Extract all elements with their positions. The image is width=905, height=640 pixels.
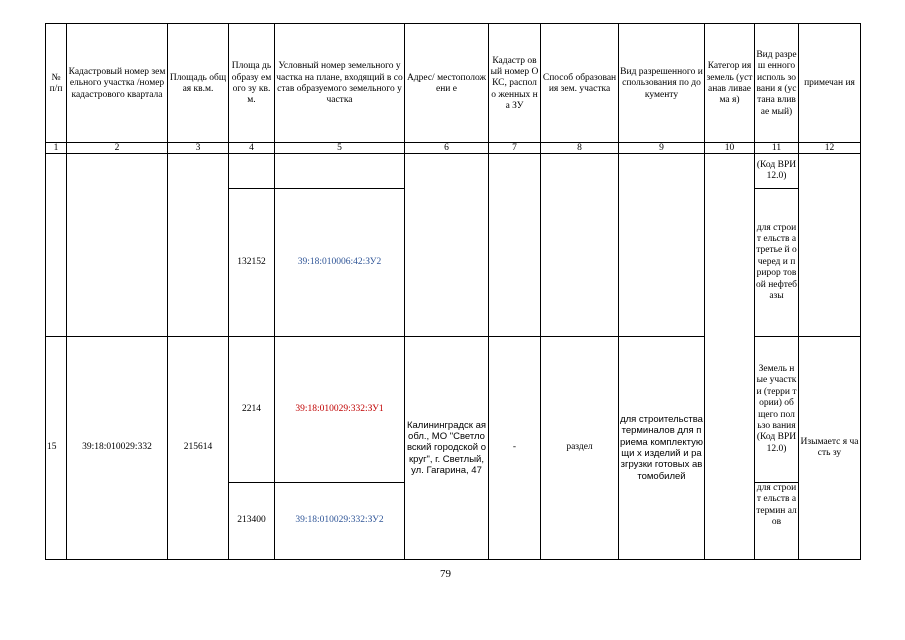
row-number: 15 [46, 337, 67, 560]
column-number: 3 [168, 143, 229, 154]
table-row [46, 154, 861, 189]
header-cell: Категор ия земель (устанав ливаема я) [705, 24, 755, 143]
empty-cell [168, 154, 229, 337]
column-number: 9 [619, 143, 705, 154]
column-number: 6 [405, 143, 489, 154]
permitted-use-cell: (Код ВРИ 12.0) [755, 154, 799, 189]
permitted-use-document: для строительства терминалов для приема комплектующи х изделий и разгрузки готовых автомобилей [619, 337, 705, 560]
plot-conditional-number: 39:18:010029:332:ЗУ1 [275, 337, 405, 483]
empty-cell [541, 154, 619, 337]
column-number-row [46, 143, 861, 154]
column-number: 5 [275, 143, 405, 154]
permitted-use-cell: Земель ные участк и (терри тории) общего пользо вания (Код ВРИ 12.0) [755, 337, 799, 483]
header-cell: примечан ия [799, 24, 861, 143]
column-number: 1 [46, 143, 67, 154]
empty-cell [619, 154, 705, 337]
header-cell: Площадь общая кв.м. [168, 24, 229, 143]
header-cell: Вид разрешенного использования по документу [619, 24, 705, 143]
column-number: 10 [705, 143, 755, 154]
formation-method: раздел [541, 337, 619, 560]
column-number: 11 [755, 143, 799, 154]
permitted-use-cell: для строит ельств а третье й очеред и прирор товой нефтеб азы [755, 189, 799, 337]
header-cell: № п/п [46, 24, 67, 143]
permitted-use-cell: для строит ельств а термин алов [755, 483, 799, 560]
header-cell: Площа дь образу емого зу кв.м. [229, 24, 275, 143]
plot-area: 213400 [229, 483, 275, 560]
header-cell: Кадастр овый номер ОКС, располо женных на ЗУ [489, 24, 541, 143]
header-cell: Кадастровый номер земельного участка /номер кадастрового квартала [67, 24, 168, 143]
column-number: 12 [799, 143, 861, 154]
note-cell: Изымаетс я часть зу [799, 337, 861, 560]
empty-cell [67, 154, 168, 337]
empty-cell [275, 154, 405, 189]
empty-cell [799, 154, 861, 337]
empty-cell [46, 154, 67, 337]
column-number: 7 [489, 143, 541, 154]
address-cell: Калининградск ая обл., МО "Светловский городской округ", г. Светлый, ул. Гагарина, 47 [405, 337, 489, 560]
empty-cell [489, 154, 541, 337]
plot-area: 2214 [229, 337, 275, 483]
plot-conditional-number: 39:18:010029:332:ЗУ2 [275, 483, 405, 560]
header-cell: Вид разреш енного исполь зовани я (устана вливае мый) [755, 24, 799, 143]
empty-cell [405, 154, 489, 337]
cadastral-number: 39:18:010029:332 [67, 337, 168, 560]
plot-conditional-number: 39:18:010006:42:ЗУ2 [275, 189, 405, 337]
header-cell: Способ образования зем. участка [541, 24, 619, 143]
header-row [46, 24, 861, 143]
land-plot-table [45, 23, 861, 560]
oks-number: - [489, 337, 541, 560]
empty-cell [705, 154, 755, 560]
column-number: 4 [229, 143, 275, 154]
header-cell: Адрес/ местоположени е [405, 24, 489, 143]
page-number: 79 [440, 568, 451, 580]
header-cell: Условный номер земельного участка на плане, входящий в состав образуемого земельного участка [275, 24, 405, 143]
column-number: 8 [541, 143, 619, 154]
plot-area: 132152 [229, 189, 275, 337]
total-area: 215614 [168, 337, 229, 560]
empty-cell [229, 154, 275, 189]
column-number: 2 [67, 143, 168, 154]
